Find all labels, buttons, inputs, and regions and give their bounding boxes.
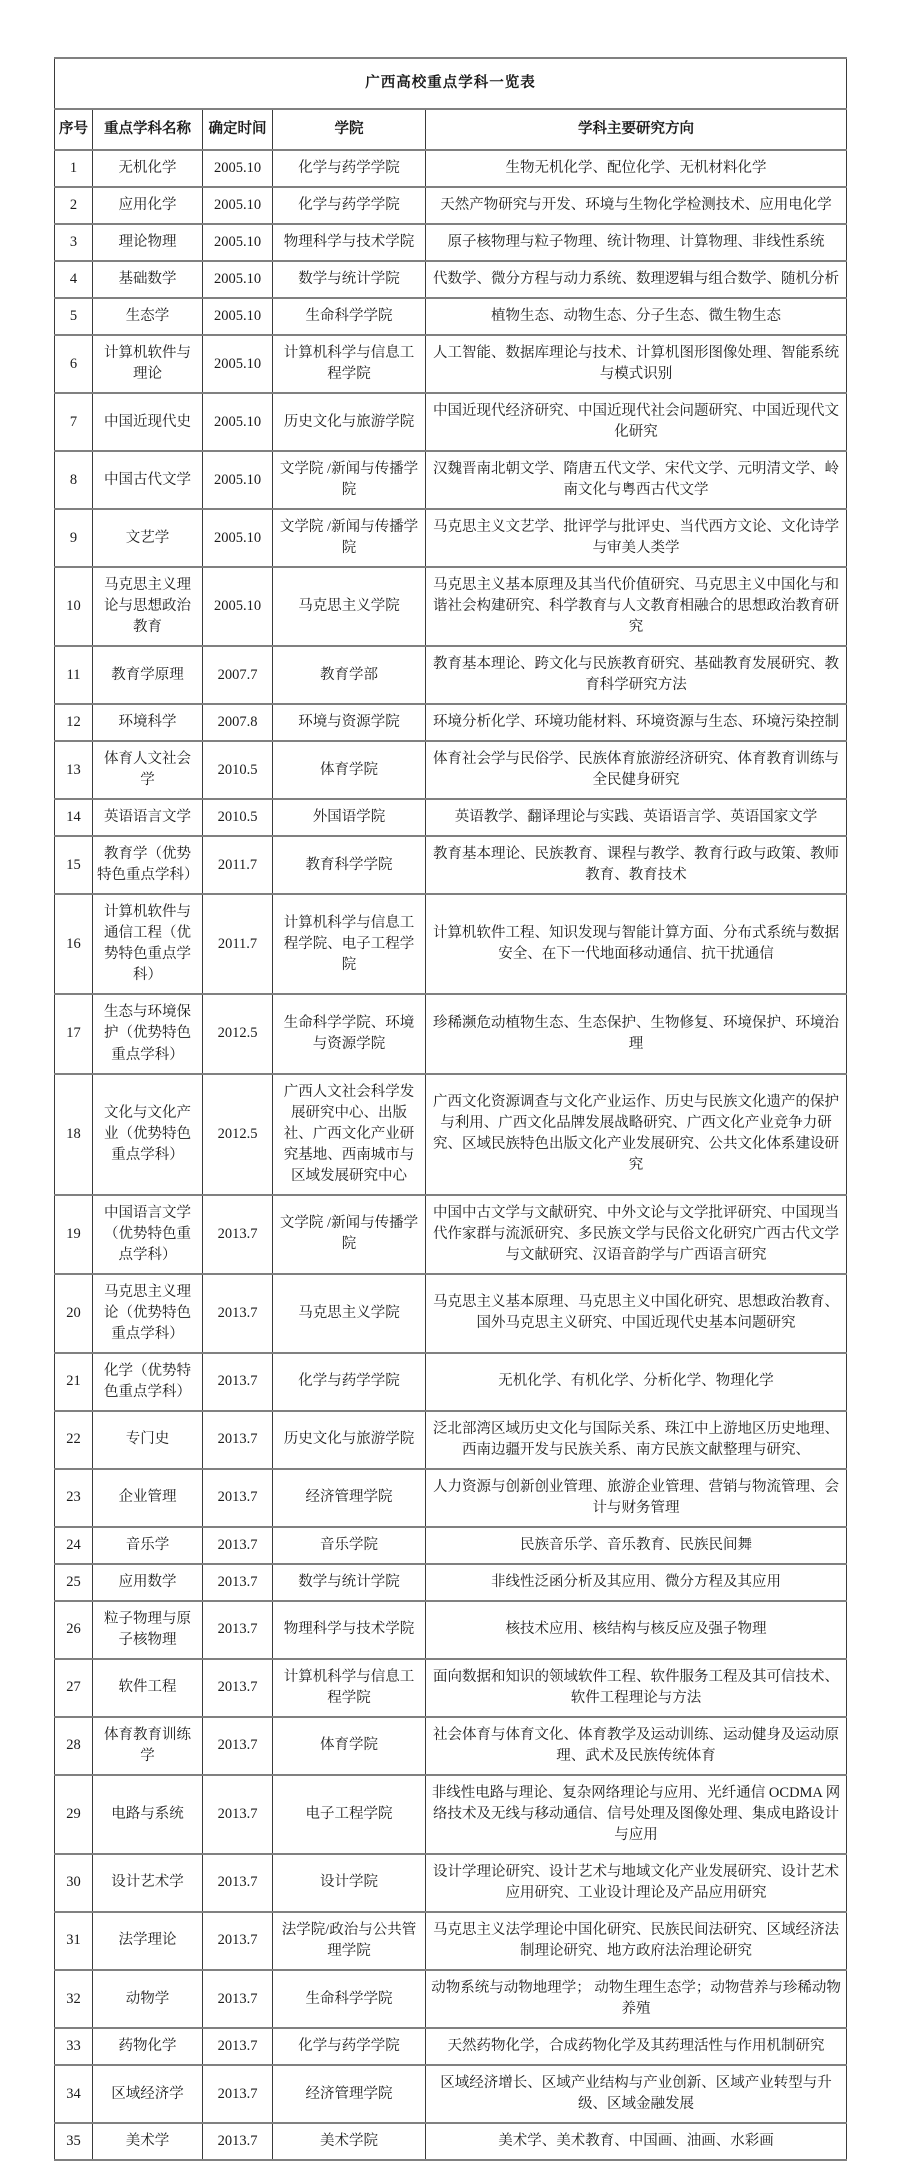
cell-college: 教育学部 (273, 646, 426, 704)
cell-research: 英语教学、翻译理论与实践、英语语言学、英语国家文学 (426, 799, 847, 836)
cell-research: 天然药物化学，合成药物化学及其药理活性与作用机制研究 (426, 2028, 847, 2065)
cell-college: 历史文化与旅游学院 (273, 393, 426, 451)
cell-name: 电路与系统 (93, 1775, 203, 1854)
cell-no: 28 (55, 1717, 93, 1775)
cell-name: 法学理论 (93, 1912, 203, 1970)
column-header-no: 序号 (55, 109, 93, 150)
cell-no: 32 (55, 1970, 93, 2028)
table-row (55, 1659, 847, 1717)
column-header-time: 确定时间 (203, 109, 273, 150)
cell-no: 20 (55, 1274, 93, 1353)
cell-name: 文化与文化产业（优势特色重点学科） (93, 1074, 203, 1195)
cell-research: 中国中古文学与文献研究、中外文论与文学批评研究、中国现当代作家群与流派研究、多民族文学与民俗文化研究广西古代文学与文献研究、汉语音韵学与广西语言研究 (426, 1195, 847, 1274)
cell-no: 19 (55, 1195, 93, 1274)
cell-no: 18 (55, 1074, 93, 1195)
cell-research: 马克思主义基本原理、马克思主义中国化研究、思想政治教育、国外马克思主义研究、中国近现代史基本问题研究 (426, 1274, 847, 1353)
table-row (55, 799, 847, 836)
cell-college: 经济管理学院 (273, 2065, 426, 2123)
table-row (55, 1717, 847, 1775)
cell-research: 生物无机化学、配位化学、无机材料化学 (426, 150, 847, 187)
cell-time: 2005.10 (203, 224, 273, 261)
cell-college: 音乐学院 (273, 1527, 426, 1564)
table-row (55, 509, 847, 567)
cell-name: 马克思主义理论（优势特色重点学科） (93, 1274, 203, 1353)
cell-time: 2005.10 (203, 451, 273, 509)
cell-no: 21 (55, 1353, 93, 1411)
table-row (55, 1274, 847, 1353)
cell-research: 面向数据和知识的领域软件工程、软件服务工程及其可信技术、软件工程理论与方法 (426, 1659, 847, 1717)
table-row (55, 224, 847, 261)
cell-name: 理论物理 (93, 224, 203, 261)
cell-research: 民族音乐学、音乐教育、民族民间舞 (426, 1527, 847, 1564)
cell-no: 16 (55, 894, 93, 994)
cell-research: 汉魏晋南北朝文学、隋唐五代文学、宋代文学、元明清文学、岭南文化与粤西古代文学 (426, 451, 847, 509)
cell-research: 马克思主义文艺学、批评学与批评史、当代西方文论、文化诗学与审美人类学 (426, 509, 847, 567)
cell-research: 人力资源与创新创业管理、旅游企业管理、营销与物流管理、会计与财务管理 (426, 1469, 847, 1527)
cell-research: 计算机软件工程、知识发现与智能计算方面、分布式系统与数据安全、在下一代地面移动通信、抗干扰通信 (426, 894, 847, 994)
cell-no: 26 (55, 1601, 93, 1659)
table-row (55, 451, 847, 509)
table-row (55, 335, 847, 393)
cell-name: 体育人文社会学 (93, 741, 203, 799)
cell-college: 外国语学院 (273, 799, 426, 836)
cell-research: 设计学理论研究、设计艺术与地域文化产业发展研究、设计艺术应用研究、工业设计理论及产品应用研究 (426, 1854, 847, 1912)
cell-research: 中国近现代经济研究、中国近现代社会问题研究、中国近现代文化研究 (426, 393, 847, 451)
cell-time: 2013.7 (203, 1469, 273, 1527)
cell-college: 经济管理学院 (273, 1469, 426, 1527)
cell-college: 马克思主义学院 (273, 1274, 426, 1353)
table-row (55, 261, 847, 298)
cell-no: 13 (55, 741, 93, 799)
cell-time: 2005.10 (203, 150, 273, 187)
cell-name: 粒子物理与原子核物理 (93, 1601, 203, 1659)
table-row (55, 894, 847, 994)
cell-college: 教育科学学院 (273, 836, 426, 894)
table-row (55, 1854, 847, 1912)
table-row (55, 1074, 847, 1195)
cell-research: 教育基本理论、跨文化与民族教育研究、基础教育发展研究、教育科学研究方法 (426, 646, 847, 704)
cell-name: 区域经济学 (93, 2065, 203, 2123)
cell-no: 11 (55, 646, 93, 704)
cell-name: 教育学（优势特色重点学科） (93, 836, 203, 894)
cell-name: 中国语言文学（优势特色重点学科） (93, 1195, 203, 1274)
cell-time: 2013.7 (203, 2123, 273, 2160)
cell-no: 8 (55, 451, 93, 509)
cell-college: 计算机科学与信息工程学院、电子工程学院 (273, 894, 426, 994)
cell-time: 2012.5 (203, 994, 273, 1073)
table-row (55, 2123, 847, 2160)
cell-name: 化学（优势特色重点学科） (93, 1353, 203, 1411)
cell-college: 化学与药学学院 (273, 1353, 426, 1411)
cell-college: 生命科学学院 (273, 298, 426, 335)
cell-time: 2005.10 (203, 187, 273, 224)
cell-name: 英语语言文学 (93, 799, 203, 836)
table-row (55, 741, 847, 799)
cell-time: 2005.10 (203, 509, 273, 567)
cell-time: 2007.8 (203, 704, 273, 741)
cell-name: 文艺学 (93, 509, 203, 567)
cell-college: 化学与药学学院 (273, 150, 426, 187)
cell-college: 物理科学与技术学院 (273, 224, 426, 261)
cell-research: 动物系统与动物地理学； 动物生理生态学；动物营养与珍稀动物养殖 (426, 1970, 847, 2028)
cell-no: 29 (55, 1775, 93, 1854)
cell-time: 2011.7 (203, 894, 273, 994)
cell-name: 动物学 (93, 1970, 203, 2028)
cell-name: 中国近现代史 (93, 393, 203, 451)
cell-research: 美术学、美术教育、中国画、油画、水彩画 (426, 2123, 847, 2160)
cell-college: 电子工程学院 (273, 1775, 426, 1854)
cell-time: 2013.7 (203, 1912, 273, 1970)
cell-time: 2013.7 (203, 1195, 273, 1274)
key-disciplines-table-wrap (54, 57, 846, 2161)
cell-time: 2010.5 (203, 799, 273, 836)
cell-name: 无机化学 (93, 150, 203, 187)
table-row (55, 1912, 847, 1970)
cell-college: 文学院 /新闻与传播学院 (273, 1195, 426, 1274)
table-row (55, 393, 847, 451)
cell-research: 马克思主义法学理论中国化研究、民族民间法研究、区域经济法制理论研究、地方政府法治理论研究 (426, 1912, 847, 1970)
cell-time: 2013.7 (203, 1970, 273, 2028)
cell-college: 马克思主义学院 (273, 567, 426, 646)
cell-college: 计算机科学与信息工程学院 (273, 1659, 426, 1717)
cell-name: 音乐学 (93, 1527, 203, 1564)
cell-college: 物理科学与技术学院 (273, 1601, 426, 1659)
cell-college: 生命科学学院 (273, 1970, 426, 2028)
cell-research: 植物生态、动物生态、分子生态、微生物生态 (426, 298, 847, 335)
table-row (55, 994, 847, 1073)
cell-name: 企业管理 (93, 1469, 203, 1527)
cell-name: 专门史 (93, 1411, 203, 1469)
table-row (55, 150, 847, 187)
cell-research: 非线性泛函分析及其应用、微分方程及其应用 (426, 1564, 847, 1601)
cell-no: 5 (55, 298, 93, 335)
cell-no: 30 (55, 1854, 93, 1912)
table-body (55, 150, 847, 2160)
cell-name: 药物化学 (93, 2028, 203, 2065)
cell-time: 2013.7 (203, 1564, 273, 1601)
cell-research: 体育社会学与民俗学、民族体育旅游经济研究、体育教育训练与全民健身研究 (426, 741, 847, 799)
cell-no: 6 (55, 335, 93, 393)
cell-name: 软件工程 (93, 1659, 203, 1717)
cell-research: 核技术应用、核结构与核反应及强子物理 (426, 1601, 847, 1659)
cell-name: 环境科学 (93, 704, 203, 741)
cell-no: 9 (55, 509, 93, 567)
table-row (55, 1775, 847, 1854)
cell-name: 中国古代文学 (93, 451, 203, 509)
cell-college: 体育学院 (273, 1717, 426, 1775)
table-row (55, 567, 847, 646)
cell-time: 2010.5 (203, 741, 273, 799)
cell-research: 教育基本理论、民族教育、课程与教学、教育行政与政策、教师教育、教育技术 (426, 836, 847, 894)
table-row (55, 1469, 847, 1527)
cell-name: 设计艺术学 (93, 1854, 203, 1912)
cell-time: 2012.5 (203, 1074, 273, 1195)
table-row (55, 704, 847, 741)
cell-research: 人工智能、数据库理论与技术、计算机图形图像处理、智能系统与模式识别 (426, 335, 847, 393)
cell-college: 化学与药学学院 (273, 187, 426, 224)
cell-time: 2013.7 (203, 1717, 273, 1775)
cell-college: 化学与药学学院 (273, 2028, 426, 2065)
table-row (55, 1601, 847, 1659)
cell-college: 文学院 /新闻与传播学院 (273, 509, 426, 567)
table-row (55, 1970, 847, 2028)
cell-college: 体育学院 (273, 741, 426, 799)
cell-research: 非线性电路与理论、复杂网络理论与应用、光纤通信 OCDMA 网络技术及无线与移动通信、信号处理及图像处理、集成电路设计与应用 (426, 1775, 847, 1854)
cell-name: 教育学原理 (93, 646, 203, 704)
cell-research: 代数学、微分方程与动力系统、数理逻辑与组合数学、随机分析 (426, 261, 847, 298)
cell-name: 体育教育训练学 (93, 1717, 203, 1775)
cell-college: 法学院/政治与公共管理学院 (273, 1912, 426, 1970)
cell-name: 生态学 (93, 298, 203, 335)
cell-no: 27 (55, 1659, 93, 1717)
cell-time: 2005.10 (203, 298, 273, 335)
cell-research: 原子核物理与粒子物理、统计物理、计算物理、非线性系统 (426, 224, 847, 261)
cell-no: 3 (55, 224, 93, 261)
cell-time: 2011.7 (203, 836, 273, 894)
cell-college: 计算机科学与信息工程学院 (273, 335, 426, 393)
cell-research: 珍稀濒危动植物生态、生态保护、生物修复、环境保护、环境治理 (426, 994, 847, 1073)
table-row (55, 646, 847, 704)
cell-no: 22 (55, 1411, 93, 1469)
cell-no: 2 (55, 187, 93, 224)
cell-time: 2007.7 (203, 646, 273, 704)
table-title: 广西高校重点学科一览表 (55, 58, 847, 109)
table-row (55, 298, 847, 335)
cell-college: 设计学院 (273, 1854, 426, 1912)
cell-time: 2005.10 (203, 393, 273, 451)
table-row (55, 2065, 847, 2123)
cell-research: 无机化学、有机化学、分析化学、物理化学 (426, 1353, 847, 1411)
cell-no: 34 (55, 2065, 93, 2123)
cell-time: 2005.10 (203, 261, 273, 298)
cell-college: 数学与统计学院 (273, 261, 426, 298)
table-row (55, 2028, 847, 2065)
header-row (55, 109, 847, 150)
cell-college: 文学院 /新闻与传播学院 (273, 451, 426, 509)
cell-time: 2013.7 (203, 1411, 273, 1469)
cell-name: 应用化学 (93, 187, 203, 224)
cell-college: 历史文化与旅游学院 (273, 1411, 426, 1469)
cell-college: 广西人文社会科学发展研究中心、出版社、广西文化产业研究基地、西南城市与区域发展研究中心 (273, 1074, 426, 1195)
table-row (55, 836, 847, 894)
column-header-research: 学科主要研究方向 (426, 109, 847, 150)
cell-no: 1 (55, 150, 93, 187)
cell-research: 马克思主义基本原理及其当代价值研究、马克思主义中国化与和谐社会构建研究、科学教育与人文教育相融合的思想政治教育研究 (426, 567, 847, 646)
cell-research: 社会体育与体育文化、体育教学及运动训练、运动健身及运动原理、武术及民族传统体育 (426, 1717, 847, 1775)
table-row (55, 187, 847, 224)
cell-no: 12 (55, 704, 93, 741)
cell-research: 泛北部湾区域历史文化与国际关系、珠江中上游地区历史地理、西南边疆开发与民族关系、南方民族文献整理与研究、 (426, 1411, 847, 1469)
cell-research: 天然产物研究与开发、环境与生物化学检测技术、应用电化学 (426, 187, 847, 224)
cell-name: 计算机软件与通信工程（优势特色重点学科） (93, 894, 203, 994)
cell-time: 2013.7 (203, 1527, 273, 1564)
cell-name: 马克思主义理论与思想政治教育 (93, 567, 203, 646)
table-row (55, 1564, 847, 1601)
cell-time: 2013.7 (203, 1353, 273, 1411)
cell-no: 15 (55, 836, 93, 894)
cell-time: 2013.7 (203, 1274, 273, 1353)
cell-no: 17 (55, 994, 93, 1073)
table-row (55, 1411, 847, 1469)
cell-no: 33 (55, 2028, 93, 2065)
cell-name: 美术学 (93, 2123, 203, 2160)
cell-no: 4 (55, 261, 93, 298)
cell-college: 生命科学学院、环境与资源学院 (273, 994, 426, 1073)
cell-no: 7 (55, 393, 93, 451)
column-header-college: 学院 (273, 109, 426, 150)
cell-college: 数学与统计学院 (273, 1564, 426, 1601)
cell-name: 计算机软件与理论 (93, 335, 203, 393)
cell-time: 2013.7 (203, 1854, 273, 1912)
cell-no: 10 (55, 567, 93, 646)
cell-no: 14 (55, 799, 93, 836)
cell-research: 区域经济增长、区域产业结构与产业创新、区域产业转型与升级、区域金融发展 (426, 2065, 847, 2123)
cell-no: 23 (55, 1469, 93, 1527)
cell-research: 环境分析化学、环境功能材料、环境资源与生态、环境污染控制 (426, 704, 847, 741)
cell-time: 2013.7 (203, 2028, 273, 2065)
cell-name: 应用数学 (93, 1564, 203, 1601)
table-row (55, 1527, 847, 1564)
cell-time: 2005.10 (203, 567, 273, 646)
cell-name: 基础数学 (93, 261, 203, 298)
cell-time: 2013.7 (203, 1601, 273, 1659)
column-header-name: 重点学科名称 (93, 109, 203, 150)
table-row (55, 1195, 847, 1274)
cell-college: 环境与资源学院 (273, 704, 426, 741)
cell-no: 24 (55, 1527, 93, 1564)
title-row (55, 58, 847, 109)
cell-time: 2013.7 (203, 1775, 273, 1854)
cell-research: 广西文化资源调查与文化产业运作、历史与民族文化遗产的保护与利用、广西文化品牌发展战略研究、广西文化产业竞争力研究、区域民族特色出版文化产业发展研究、公共文化体系建设研究 (426, 1074, 847, 1195)
cell-time: 2005.10 (203, 335, 273, 393)
cell-no: 31 (55, 1912, 93, 1970)
cell-time: 2013.7 (203, 1659, 273, 1717)
key-disciplines-table (54, 57, 847, 2161)
cell-name: 生态与环境保护（优势特色重点学科） (93, 994, 203, 1073)
table-row (55, 1353, 847, 1411)
cell-no: 25 (55, 1564, 93, 1601)
cell-no: 35 (55, 2123, 93, 2160)
cell-time: 2013.7 (203, 2065, 273, 2123)
cell-college: 美术学院 (273, 2123, 426, 2160)
